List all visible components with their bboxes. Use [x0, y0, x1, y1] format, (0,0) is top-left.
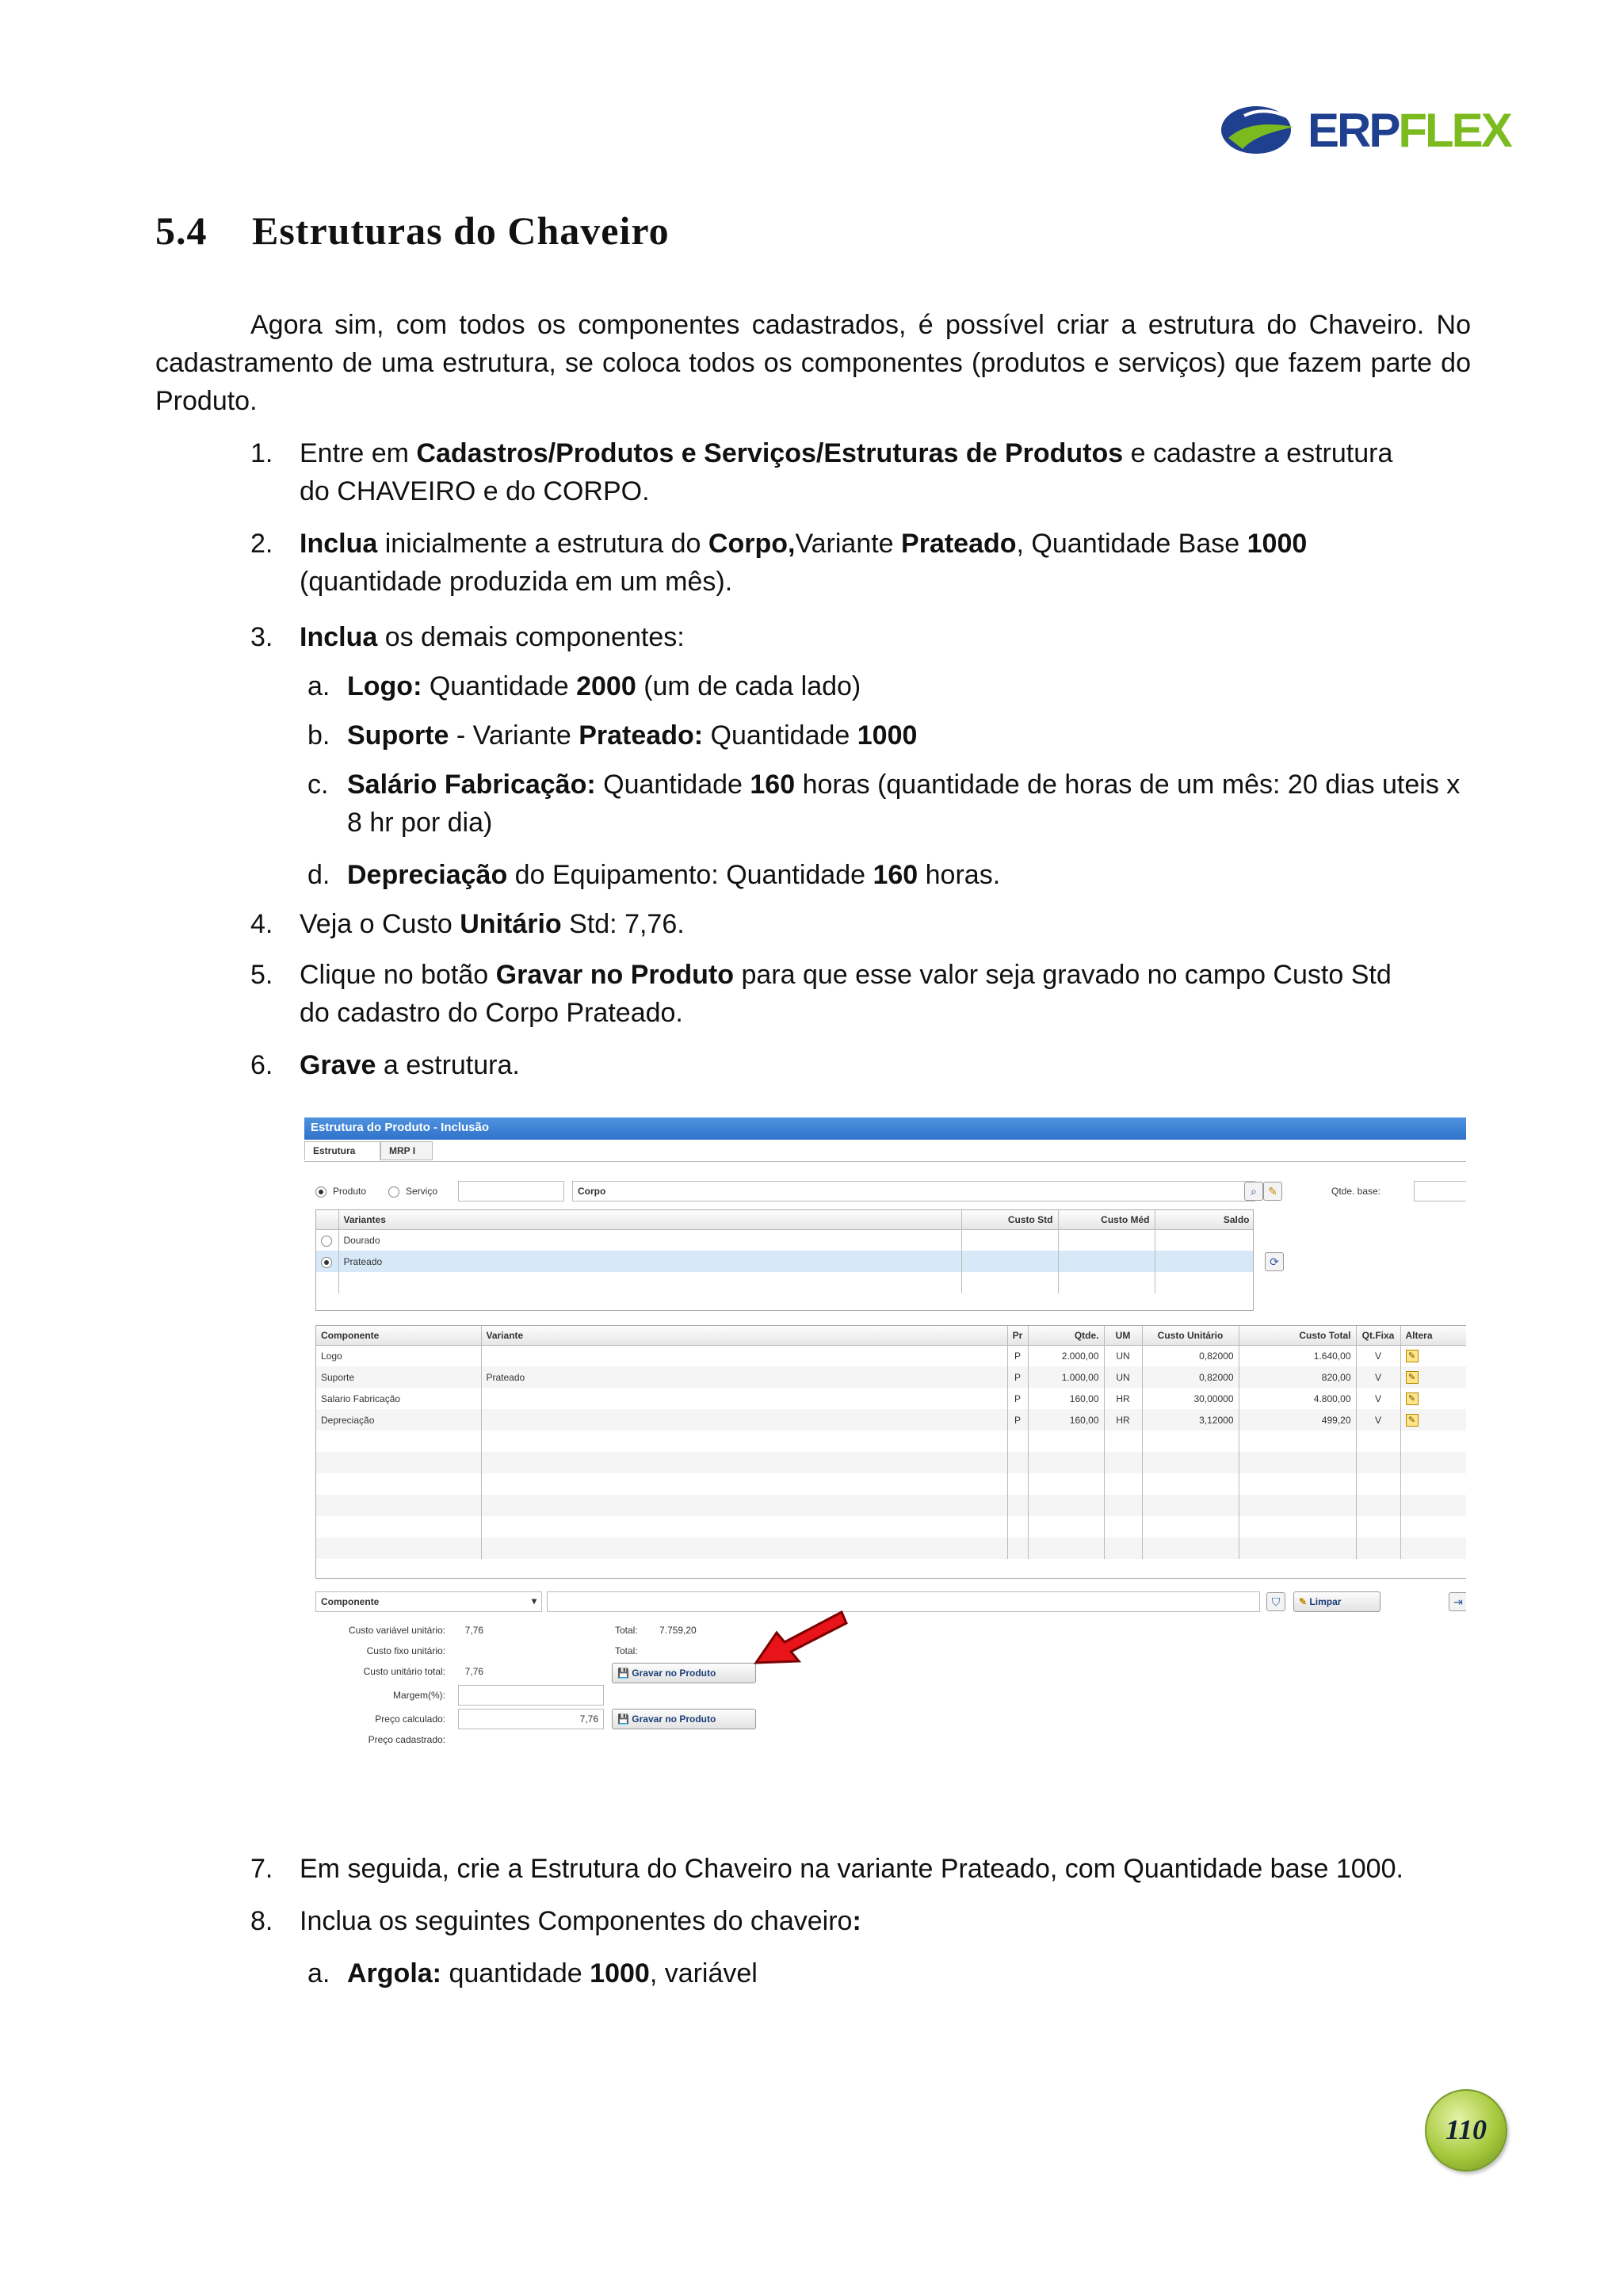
- intro-paragraph: [155, 306, 1471, 420]
- section-number: 5.4: [155, 208, 208, 253]
- tab-mrp[interactable]: MRP I: [380, 1141, 433, 1160]
- cell-qt-fixa: V: [1356, 1409, 1400, 1431]
- variant-radio[interactable]: [321, 1236, 332, 1247]
- cell-pr: P: [1007, 1366, 1028, 1388]
- list-text: Veja o Custo Unitário Std: 7,76.: [300, 909, 685, 939]
- col-custo-std: Custo Std: [961, 1210, 1058, 1229]
- cell-custo-total: 820,00: [1239, 1366, 1356, 1388]
- section-title: Estruturas do Chaveiro: [252, 208, 670, 253]
- component-row[interactable]: [316, 1366, 1466, 1388]
- custo-total-label: Custo unitário total:: [363, 1666, 445, 1677]
- list-text: Grave a estrutura.: [300, 1050, 520, 1080]
- qtde-base-input[interactable]: [1414, 1181, 1466, 1201]
- list-marker: 8.: [250, 1906, 273, 1936]
- list-text: Suporte - Variante Prateado: Quantidade 1000: [347, 720, 918, 751]
- total-fixo-label: Total:: [615, 1645, 638, 1656]
- filter-input[interactable]: [547, 1591, 1260, 1612]
- col-custo-med: Custo Méd: [1058, 1210, 1155, 1229]
- list-marker: d.: [307, 860, 330, 890]
- radio-produto-label: Produto: [333, 1186, 367, 1197]
- list-marker: c.: [307, 770, 329, 800]
- cell-qt-fixa: V: [1356, 1345, 1400, 1366]
- component-row[interactable]: [316, 1409, 1466, 1431]
- cell-pr: P: [1007, 1409, 1028, 1431]
- clear-icon[interactable]: ✎: [1263, 1182, 1282, 1201]
- custo-variavel-label: Custo variável unitário:: [348, 1625, 445, 1636]
- empty-row: [316, 1495, 1466, 1516]
- tab-estrutura[interactable]: Estrutura: [304, 1141, 380, 1160]
- cell-variante: Prateado: [481, 1366, 1007, 1388]
- list-text: Argola: quantidade 1000, variável: [347, 1958, 758, 1988]
- list-marker: a.: [307, 1958, 330, 1988]
- col-variante: Variante: [481, 1326, 1007, 1345]
- cell-um: HR: [1104, 1409, 1142, 1431]
- margem-label: Margem(%):: [392, 1690, 445, 1701]
- empty-row: [316, 1516, 1466, 1538]
- variant-row-selected[interactable]: [316, 1251, 1254, 1272]
- total-variavel-value: 7.759,20: [659, 1625, 697, 1636]
- cell-qt-fixa: V: [1356, 1366, 1400, 1388]
- filter-select[interactable]: Componente ▾: [315, 1591, 542, 1612]
- custo-fixo-label: Custo fixo unitário:: [366, 1645, 445, 1656]
- list-marker: b.: [307, 720, 330, 751]
- custo-variavel-value: 7,76: [464, 1625, 483, 1636]
- empty-row: [316, 1473, 1466, 1495]
- empty-row: [316, 1452, 1466, 1473]
- save-icon: 💾: [617, 1668, 629, 1679]
- col-altera: Altera: [1400, 1326, 1466, 1345]
- custo-total-value: 7,76: [464, 1666, 483, 1677]
- col-saldo: Saldo: [1155, 1210, 1254, 1229]
- preco-calculado-input[interactable]: 7,76: [458, 1709, 604, 1729]
- cell-custo-total: 499,20: [1239, 1409, 1356, 1431]
- list-marker: 1.: [250, 438, 273, 468]
- list-marker: a.: [307, 671, 330, 701]
- cell-componente: Suporte: [316, 1366, 481, 1388]
- variants-table: [315, 1209, 1254, 1311]
- list-text: Em seguida, crie a Estrutura do Chaveiro na variante Prateado, com Quantidade base 1000.: [300, 1854, 1403, 1884]
- preco-calculado-label: Preço calculado:: [375, 1713, 445, 1725]
- components-table: [315, 1325, 1466, 1579]
- list-marker: 6.: [250, 1050, 273, 1080]
- cell-custo-unitario: 0,82000: [1142, 1366, 1239, 1388]
- list-marker: 4.: [250, 909, 273, 939]
- variant-name: Prateado: [338, 1251, 961, 1272]
- col-variantes: Variantes: [338, 1210, 961, 1229]
- cell-qtde: 2.000,00: [1028, 1345, 1104, 1366]
- cell-custo-unitario: 0,82000: [1142, 1345, 1239, 1366]
- variant-radio[interactable]: [321, 1257, 332, 1268]
- product-code-input[interactable]: [458, 1181, 564, 1201]
- component-row[interactable]: [316, 1388, 1466, 1409]
- list-text: Logo: Quantidade 2000 (um de cada lado): [347, 671, 861, 701]
- component-row[interactable]: [316, 1345, 1466, 1366]
- erpflex-logo: [1220, 100, 1510, 163]
- cell-qtde: 1.000,00: [1028, 1366, 1104, 1388]
- expand-icon[interactable]: ⇥: [1449, 1592, 1466, 1611]
- cell-variante: [481, 1388, 1007, 1409]
- cell-pr: P: [1007, 1388, 1028, 1409]
- cell-pr: P: [1007, 1345, 1028, 1366]
- list-marker: 7.: [250, 1854, 273, 1884]
- gravar-no-produto-button[interactable]: 💾 Gravar no Produto: [612, 1663, 756, 1683]
- limpar-button[interactable]: ✎ Limpar: [1293, 1591, 1381, 1612]
- variant-row[interactable]: [316, 1229, 1254, 1251]
- col-pr: Pr: [1007, 1326, 1028, 1345]
- list-text: Salário Fabricação: Quantidade 160 horas (quantidade de horas de um mês: 20 dias uteis x 8 hr por dia): [347, 770, 1461, 838]
- components-header-row: [316, 1326, 1466, 1345]
- red-arrow-icon: [753, 1601, 848, 1664]
- cell-um: UN: [1104, 1345, 1142, 1366]
- erp-structure-window: [304, 1117, 1466, 1745]
- save-icon: 💾: [617, 1713, 629, 1725]
- col-componente: Componente: [316, 1326, 481, 1345]
- logo-text: ERPFLEX: [1308, 104, 1510, 157]
- gravar-no-produto-button-2[interactable]: 💾 Gravar no Produto: [612, 1709, 756, 1729]
- list-marker: 3.: [250, 622, 273, 652]
- chevron-down-icon: ▾: [531, 1595, 537, 1606]
- window-title: Estrutura do Produto - Inclusão: [304, 1117, 1466, 1140]
- edit-icon[interactable]: ✎: [1406, 1392, 1419, 1405]
- section-heading: [155, 208, 670, 254]
- cell-qt-fixa: V: [1356, 1388, 1400, 1409]
- cell-qtde: 160,00: [1028, 1388, 1104, 1409]
- empty-row: [316, 1538, 1466, 1559]
- cell-um: UN: [1104, 1366, 1142, 1388]
- col-custo-total: Custo Total: [1239, 1326, 1356, 1345]
- empty-row: [316, 1431, 1466, 1452]
- filter-icon[interactable]: ⛉: [1266, 1592, 1285, 1611]
- cell-componente: Salario Fabricação: [316, 1388, 481, 1409]
- intro-text: Agora sim, com todos os componentes cadastrados, é possível criar a estrutura do Chaveiro. No cadastramento de uma estrutura, se coloca todos os componentes (produtos e serviços) que fazem parte do Produto.: [155, 310, 1471, 416]
- radio-produto[interactable]: [315, 1186, 327, 1198]
- qtde-base-label: Qtde. base:: [1331, 1186, 1381, 1197]
- margem-input[interactable]: [458, 1685, 604, 1706]
- cell-qtde: 160,00: [1028, 1409, 1104, 1431]
- product-name-input[interactable]: Corpo: [572, 1181, 1255, 1201]
- cell-um: HR: [1104, 1388, 1142, 1409]
- list-text: Depreciação do Equipamento: Quantidade 160 horas.: [347, 860, 1001, 890]
- total-variavel-label: Total:: [615, 1625, 638, 1636]
- cell-custo-unitario: 30,00000: [1142, 1388, 1239, 1409]
- cell-variante: [481, 1409, 1007, 1431]
- edit-icon[interactable]: ✎: [1406, 1350, 1419, 1362]
- radio-servico[interactable]: [388, 1186, 399, 1198]
- radio-servico-label: Serviço: [406, 1186, 438, 1197]
- logo-swoosh-icon: [1220, 100, 1300, 163]
- cell-componente: Logo: [316, 1345, 481, 1366]
- list-text: Entre em Cadastros/Produtos e Serviços/Estruturas de Produtos e cadastre a estrutura do CHAVEIRO e do CORPO.: [300, 438, 1393, 506]
- list-text: Inclua inicialmente a estrutura do Corpo,Variante Prateado, Quantidade Base 1000 (quantidade produzida em um mês).: [300, 529, 1308, 597]
- cell-componente: Depreciação: [316, 1409, 481, 1431]
- col-custo-unitario: Custo Unitário: [1142, 1326, 1239, 1345]
- edit-icon[interactable]: ✎: [1406, 1371, 1419, 1384]
- list-text: Inclua os demais componentes:: [300, 622, 685, 652]
- list-text: Clique no botão Gravar no Produto para que esse valor seja gravado no campo Custo Std do cadastro do Corpo Prateado.: [300, 960, 1392, 1028]
- cell-variante: [481, 1345, 1007, 1366]
- cell-custo-total: 4.800,00: [1239, 1388, 1356, 1409]
- col-qt-fixa: Qt.Fixa: [1356, 1326, 1400, 1345]
- page-number-badge: [1425, 2089, 1507, 2172]
- refresh-icon[interactable]: ⟳: [1265, 1252, 1284, 1271]
- preco-cadastrado-label: Preço cadastrado:: [368, 1734, 445, 1745]
- variants-header-row: [316, 1210, 1254, 1229]
- list-marker: 5.: [250, 960, 273, 990]
- col-qtde: Qtde.: [1028, 1326, 1104, 1345]
- cell-custo-total: 1.640,00: [1239, 1345, 1356, 1366]
- list-marker: 2.: [250, 529, 273, 559]
- search-icon[interactable]: ⌕: [1244, 1182, 1263, 1201]
- list-text: Inclua os seguintes Componentes do chaveiro:: [300, 1906, 861, 1936]
- cell-custo-unitario: 3,12000: [1142, 1409, 1239, 1431]
- variant-name: Dourado: [338, 1229, 961, 1251]
- col-um: UM: [1104, 1326, 1142, 1345]
- edit-icon[interactable]: ✎: [1406, 1414, 1419, 1427]
- page-number: 110: [1445, 2114, 1487, 2145]
- broom-icon: ✎: [1299, 1596, 1308, 1607]
